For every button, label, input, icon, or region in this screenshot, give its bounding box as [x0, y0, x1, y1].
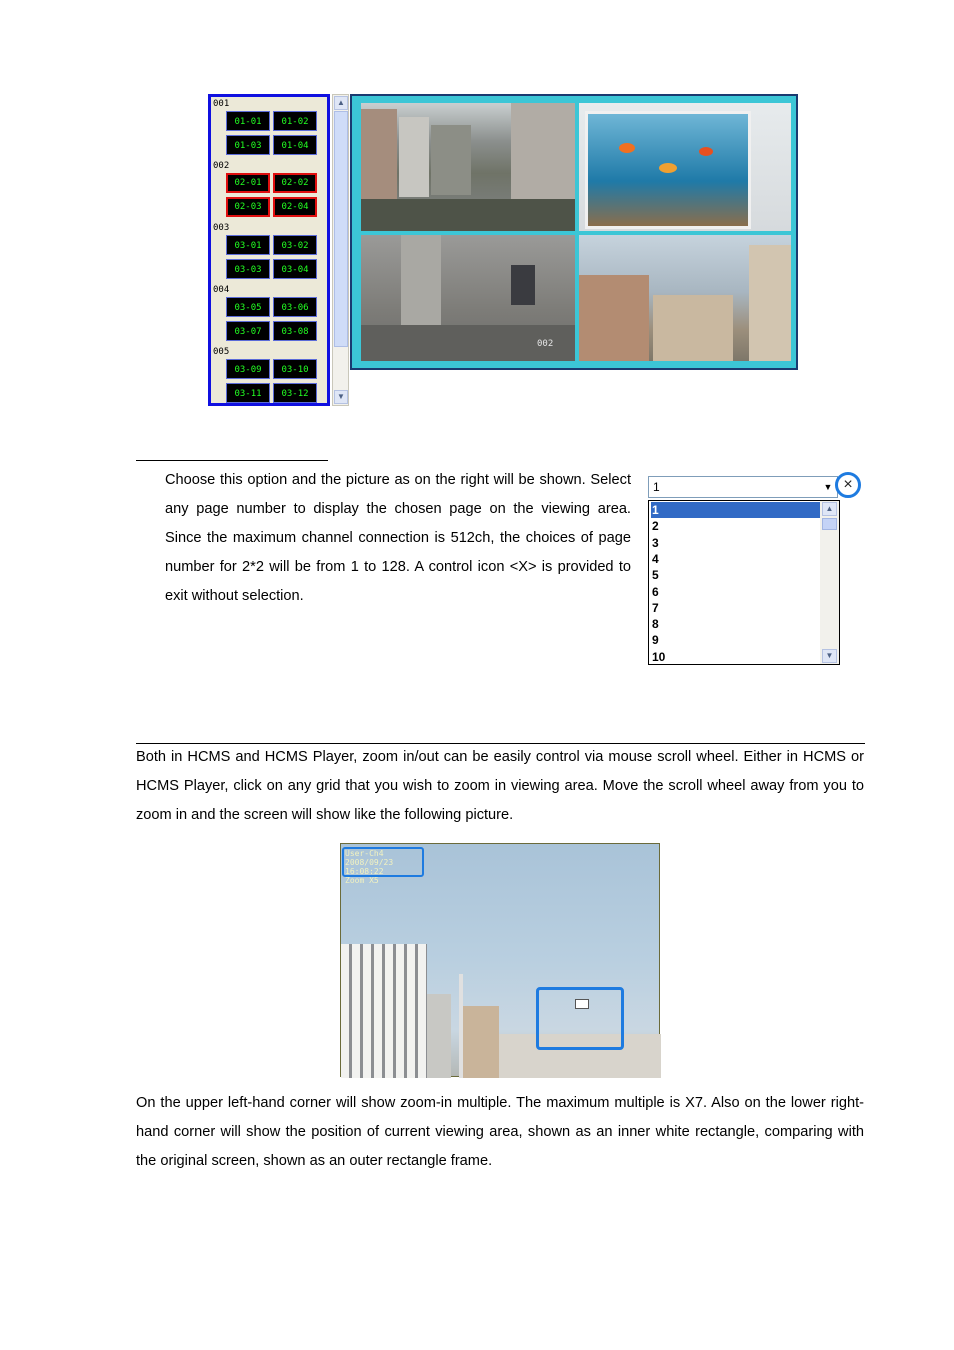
channel-button[interactable]: 03-07	[226, 321, 270, 341]
channel-tree-scrollbar[interactable]	[332, 94, 349, 406]
list-scrollbar[interactable]	[820, 501, 839, 664]
channel-group-label[interactable]: 002	[213, 161, 230, 171]
camera-tile-1[interactable]	[361, 103, 575, 231]
page-option[interactable]: 5	[652, 568, 659, 583]
channel-group-label[interactable]: 001	[213, 99, 230, 109]
channel-button[interactable]: 01-02	[273, 111, 317, 131]
page-option[interactable]: 7	[652, 600, 659, 615]
channel-button[interactable]: 03-08	[273, 321, 317, 341]
channel-button[interactable]: 03-01	[226, 235, 270, 255]
scroll-down-icon[interactable]: ▼	[822, 649, 837, 663]
channel-button[interactable]: 03-06	[273, 297, 317, 317]
channel-button[interactable]: 02-04	[273, 197, 317, 217]
channel-button[interactable]: 03-03	[226, 259, 270, 279]
scroll-up-icon[interactable]: ▲	[822, 502, 837, 516]
channel-button[interactable]: 02-01	[226, 173, 270, 193]
page-number-list[interactable]	[648, 500, 840, 665]
page-option[interactable]: 3	[652, 535, 659, 550]
osd-line: User-Ch4	[345, 849, 384, 858]
osd-line: 2008/09/23 16:08:22	[345, 858, 394, 876]
channel-button[interactable]: 03-04	[273, 259, 317, 279]
channel-button[interactable]: 03-05	[226, 297, 270, 317]
page-option[interactable]: 4	[652, 551, 659, 566]
page-option[interactable]: 10	[652, 649, 666, 664]
channel-button[interactable]: 03-09	[226, 359, 270, 379]
channel-button[interactable]: 03-02	[273, 235, 317, 255]
camera-view-grid	[350, 94, 798, 370]
scroll-down-icon[interactable]: ▼	[334, 390, 348, 404]
page-select-paragraph: Choose this option and the picture as on the right will be shown. Select any page number to display the chosen page on the viewing area. Since the maximum channel connection is 512ch, the choices of page number for 2*2 will be from 1 to 128. A control icon <X> is provided to exit without selection.	[165, 472, 631, 604]
page-number-dropdown[interactable]	[648, 476, 838, 498]
page-option[interactable]: 6	[652, 584, 659, 599]
position-outer-frame	[536, 987, 624, 1050]
page-option[interactable]: 8	[652, 617, 659, 632]
channel-button[interactable]: 02-02	[273, 173, 317, 193]
dropdown-selected-value: 1	[653, 480, 660, 494]
chevron-down-icon[interactable]: ▼	[819, 477, 837, 497]
channel-tree[interactable]	[208, 94, 330, 406]
page-option[interactable]: 9	[652, 633, 659, 648]
channel-button[interactable]: 02-03	[226, 197, 270, 217]
position-inner-rectangle	[575, 999, 589, 1009]
scroll-up-icon[interactable]: ▲	[334, 96, 348, 110]
camera-channel-label: 002	[537, 339, 554, 349]
channel-button[interactable]: 01-03	[226, 135, 270, 155]
channel-group-label[interactable]: 003	[213, 223, 230, 233]
zoom-detail-paragraph: On the upper left-hand corner will show zoom-in multiple. The maximum multiple is X7. Also on the lower right-hand corner will show the position of current viewing area, shown as an inner white rectangle, comparing with the original screen, shown as an outer rectangle frame.	[136, 1095, 864, 1169]
channel-button[interactable]: 03-12	[273, 383, 317, 403]
channel-button[interactable]: 01-01	[226, 111, 270, 131]
scroll-thumb[interactable]	[334, 111, 348, 347]
camera-tile-3[interactable]	[361, 235, 575, 361]
channel-button[interactable]: 03-11	[226, 383, 270, 403]
page-option[interactable]: 2	[652, 519, 659, 534]
scroll-thumb[interactable]	[822, 518, 837, 530]
osd-line: Zoom X5	[345, 876, 379, 885]
channel-button[interactable]: 01-04	[273, 135, 317, 155]
camera-tile-4[interactable]	[579, 235, 791, 361]
zoom-intro-paragraph: Both in HCMS and HCMS Player, zoom in/out can be easily control via mouse scroll wheel. Either in HCMS or HCMS Player, click on any grid that you wish to zoom in viewing area. Move the scroll wheel away from you to zoom in and the screen will show like the following picture.	[136, 749, 864, 823]
channel-group-label[interactable]: 005	[213, 347, 230, 357]
camera-tile-2[interactable]	[579, 103, 791, 231]
zoomed-camera-view[interactable]	[340, 843, 660, 1077]
close-icon[interactable]: ×	[835, 472, 861, 498]
zoom-osd-info	[342, 847, 424, 885]
section-divider	[136, 460, 328, 461]
channel-group-label[interactable]: 004	[213, 285, 230, 295]
channel-button[interactable]: 03-10	[273, 359, 317, 379]
page-option[interactable]: 1	[651, 502, 820, 518]
